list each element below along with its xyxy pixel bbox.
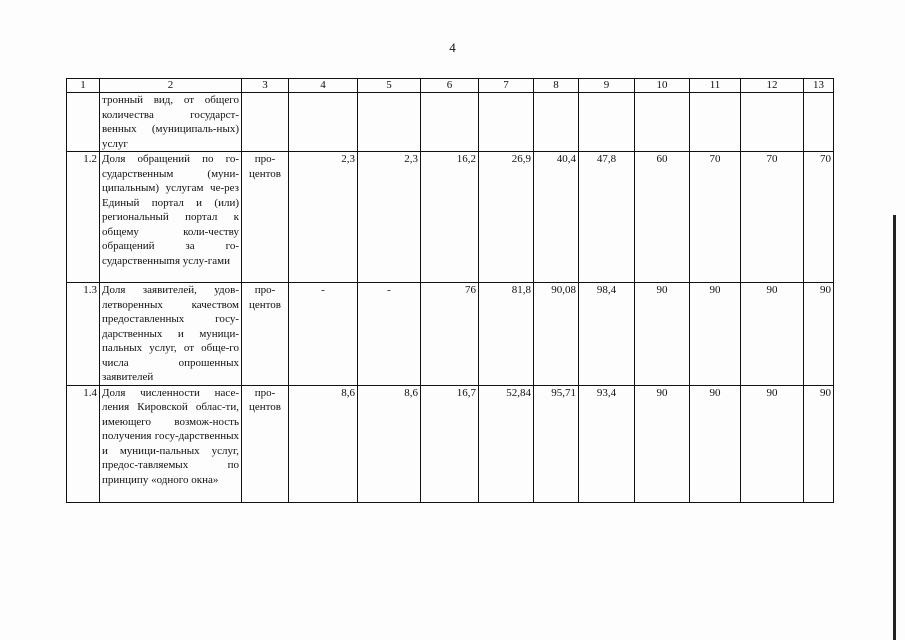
value-cell: 90 [690, 283, 741, 386]
header-cell: 12 [741, 79, 804, 93]
value-cell: 90 [635, 385, 690, 502]
row-number: 1.3 [67, 283, 100, 386]
value-cell: 16,7 [421, 385, 479, 502]
header-cell: 8 [534, 79, 579, 93]
value-cell: 90 [635, 283, 690, 386]
header-cell: 6 [421, 79, 479, 93]
value-cell [690, 93, 741, 152]
indicator-name: Доля заявителей, удов-летворенных качеством предоставленных госу-дарственных и муници-пальных услуг, от обще-го числа опрошенных заявителей [100, 283, 242, 386]
header-cell: 13 [804, 79, 834, 93]
value-cell: 76 [421, 283, 479, 386]
value-cell [421, 93, 479, 152]
row-number: 1.4 [67, 385, 100, 502]
value-cell: 16,2 [421, 152, 479, 283]
indicator-name: Доля обращений по го-сударственным (муни-ципальным) услугам че-рез Единый портал и (или) региональный портал к общему коли-честву обращений за го-сударственныmя услу-гами [100, 152, 242, 283]
unit-cell: про- центов [242, 283, 289, 386]
value-cell [741, 93, 804, 152]
header-row [67, 79, 834, 93]
value-cell [635, 93, 690, 152]
value-cell: 52,84 [479, 385, 534, 502]
value-cell [804, 93, 834, 152]
header-cell: 3 [242, 79, 289, 93]
table-row [67, 93, 834, 152]
value-cell [479, 93, 534, 152]
value-cell: 93,4 [579, 385, 635, 502]
value-cell: 70 [741, 152, 804, 283]
unit-cell: про- центов [242, 152, 289, 283]
table-row [67, 385, 834, 502]
unit-cell [242, 93, 289, 152]
header-cell: 7 [479, 79, 534, 93]
value-cell: 40,4 [534, 152, 579, 283]
value-cell [534, 93, 579, 152]
table-row [67, 283, 834, 386]
header-cell: 1 [67, 79, 100, 93]
value-cell: 90 [804, 283, 834, 386]
table-row [67, 152, 834, 283]
value-cell: 47,8 [579, 152, 635, 283]
header-cell: 11 [690, 79, 741, 93]
page-number: 4 [449, 40, 456, 55]
value-cell: 60 [635, 152, 690, 283]
value-cell: 90 [741, 385, 804, 502]
header-cell: 5 [358, 79, 421, 93]
row-number [67, 93, 100, 152]
value-cell: 90 [690, 385, 741, 502]
value-cell [289, 93, 358, 152]
value-cell: 95,71 [534, 385, 579, 502]
value-cell [579, 93, 635, 152]
header-cell: 10 [635, 79, 690, 93]
indicator-name: Доля численности насе-ления Кировской облас-ти, имеющего возмож-ность получения госу-дарственных и муници-пальных услуг, предос-тавляемых по принципу «одного окна» [100, 385, 242, 502]
value-cell: 2,3 [289, 152, 358, 283]
row-number: 1.2 [67, 152, 100, 283]
header-cell: 4 [289, 79, 358, 93]
unit-cell: про- центов [242, 385, 289, 502]
value-cell: 90 [741, 283, 804, 386]
value-cell: 70 [804, 152, 834, 283]
value-cell: - [358, 283, 421, 386]
value-cell: 8,6 [289, 385, 358, 502]
value-cell: 81,8 [479, 283, 534, 386]
header-cell: 9 [579, 79, 635, 93]
indicators-table [66, 78, 834, 503]
value-cell [358, 93, 421, 152]
value-cell: 26,9 [479, 152, 534, 283]
header-cell: 2 [100, 79, 242, 93]
value-cell: - [289, 283, 358, 386]
value-cell: 90,08 [534, 283, 579, 386]
value-cell: 70 [690, 152, 741, 283]
indicator-name: тронный вид, от общего количества государст-венных (муниципаль-ных) услуг [100, 93, 242, 152]
scan-edge-line [893, 215, 896, 640]
value-cell: 2,3 [358, 152, 421, 283]
value-cell: 8,6 [358, 385, 421, 502]
value-cell: 90 [804, 385, 834, 502]
value-cell: 98,4 [579, 283, 635, 386]
